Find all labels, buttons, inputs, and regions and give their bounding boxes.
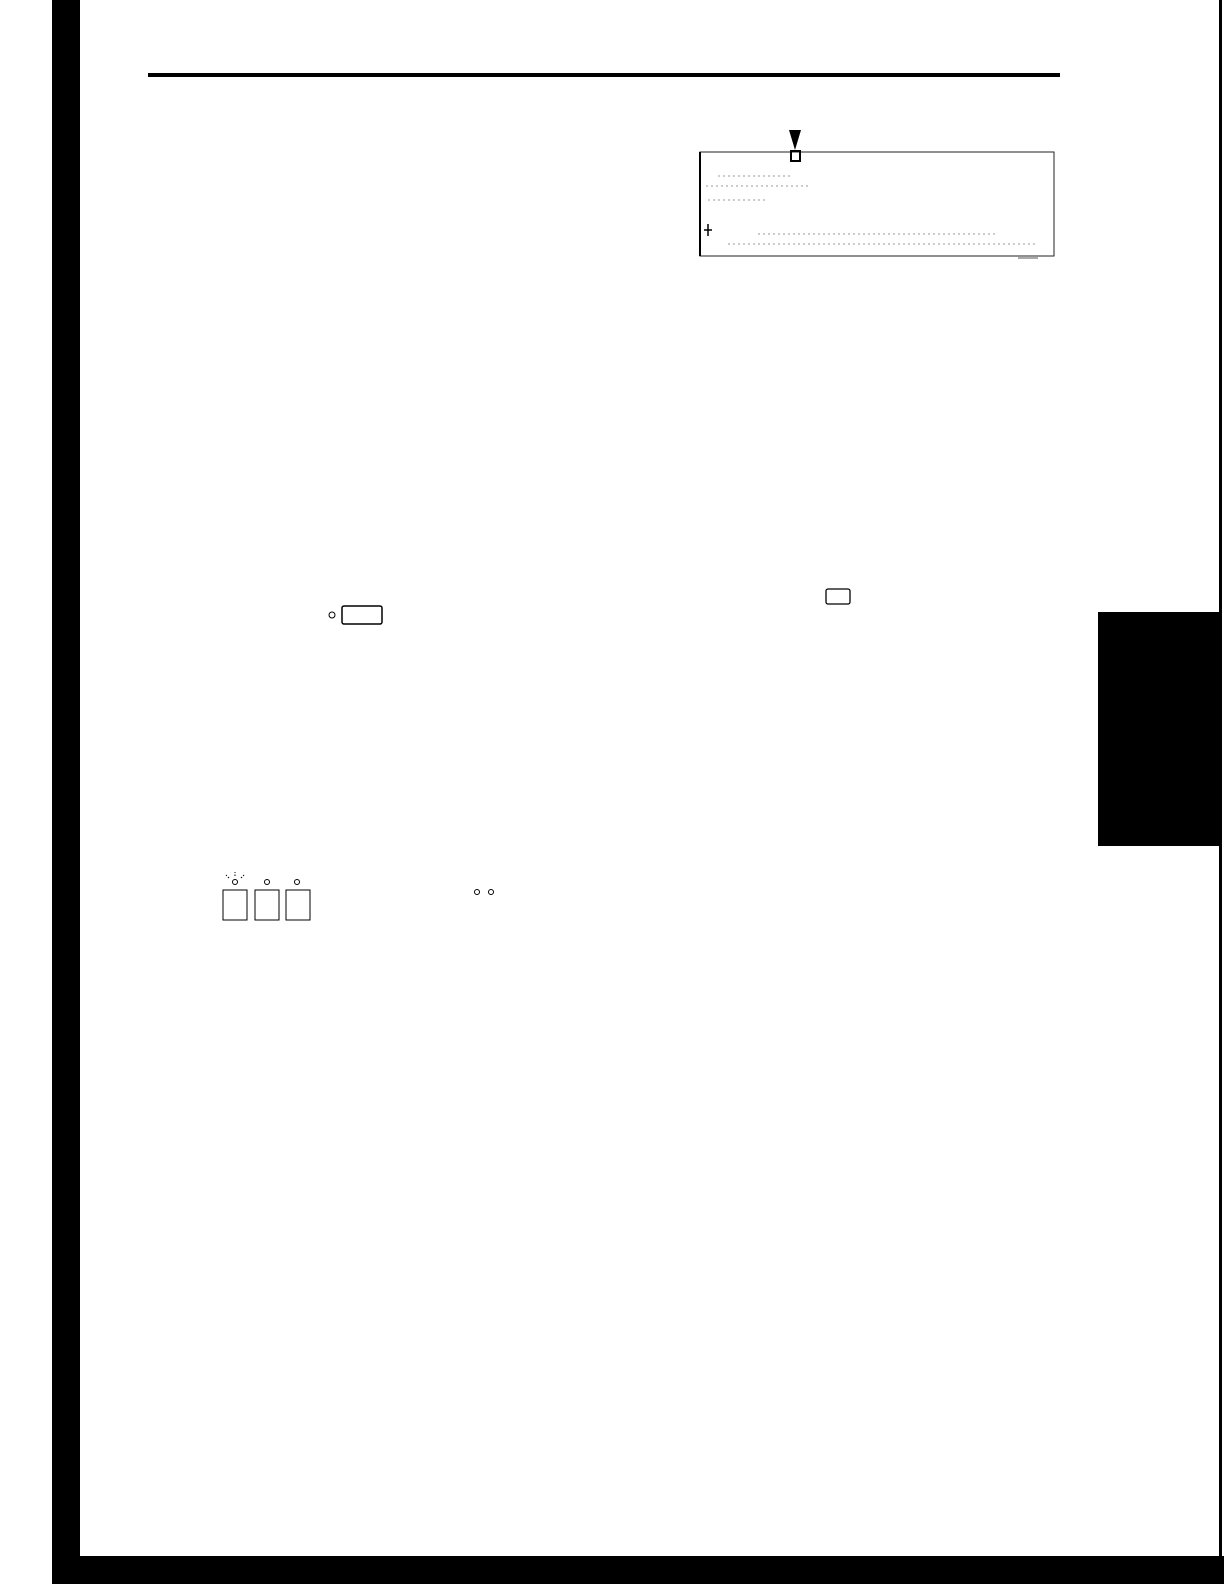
upper-section-figure [215,842,525,954]
organ-panel-thumbnail [698,118,1058,268]
registration-button-icon [342,606,382,624]
page-frame-bottom [52,1556,1224,1584]
set-button-icon [826,589,850,604]
pointer-arrow-icon [789,130,801,150]
page-frame-left [52,0,80,1584]
side-tab [1098,612,1220,846]
one-touch-registration-figure [318,580,398,628]
indicator-led-icon [329,612,335,618]
header-rule [148,73,1060,77]
panel-memory-figure [800,554,870,776]
